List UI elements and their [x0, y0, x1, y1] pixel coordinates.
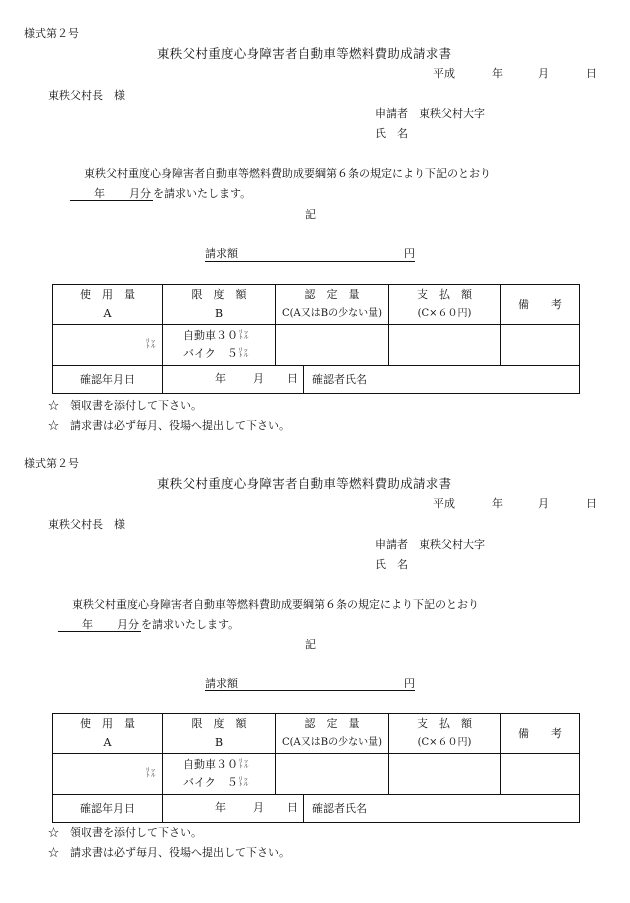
remarks-header: 備 考	[501, 714, 580, 754]
date-year: 年	[492, 67, 503, 80]
liter-unit: リッ トル	[238, 759, 250, 770]
confirmer-name-cell[interactable]	[304, 366, 580, 394]
form-title: 東秩父村重度心身障害者自動車等燃料費助成請求書	[157, 46, 452, 61]
table-value-row	[53, 754, 580, 795]
limit-car: 自動車３０リッ トル	[183, 758, 250, 771]
cert-header-sub: C(A又はBの少ない量)	[281, 308, 383, 319]
confirm-day: 日	[287, 372, 298, 385]
confirm-month: 月	[253, 372, 264, 385]
cert-cell[interactable]	[276, 754, 389, 795]
limit-cell	[163, 754, 276, 795]
remarks-cell[interactable]	[501, 325, 580, 366]
date-month: 月	[538, 67, 549, 80]
amount-unit: 円	[404, 677, 415, 690]
form-title: 東秩父村重度心身障害者自動車等燃料費助成請求書	[157, 476, 452, 491]
amount-label: 請求額	[205, 247, 238, 260]
liter-unit: リッ トル	[238, 330, 250, 341]
usage-cell[interactable]	[53, 325, 163, 366]
table-value-row	[53, 325, 580, 366]
date-year: 年	[492, 497, 503, 510]
liter-unit: リッ トル	[237, 348, 249, 359]
table-confirm-row	[53, 795, 580, 823]
limit-header-sub: B	[214, 736, 224, 749]
pay-header-label: 支 払 額	[417, 288, 472, 301]
pay-header	[389, 714, 501, 754]
amount-label: 請求額	[205, 677, 238, 690]
remarks-cell[interactable]	[501, 754, 580, 795]
claim-table	[52, 713, 580, 823]
date-month: 月	[538, 497, 549, 510]
date-day: 日	[586, 497, 597, 510]
confirm-day: 日	[287, 801, 298, 814]
form-number: 様式第２号	[24, 27, 79, 40]
limit-header-label: 限 度 額	[191, 288, 247, 301]
claim-table	[52, 284, 580, 394]
liter-unit: リッ トル	[237, 777, 249, 788]
addressee: 東秩父村長 様	[48, 518, 125, 531]
body-year: 年	[82, 618, 93, 631]
pay-header	[389, 285, 501, 325]
notes	[48, 823, 290, 863]
ki-heading: 記	[305, 638, 316, 651]
pay-header-sub: (C×６０円)	[417, 308, 472, 319]
usage-header-label: 使 用 量	[80, 717, 135, 730]
cert-header-sub: C(A又はBの少ない量)	[281, 737, 383, 748]
note-monthly: ☆ 請求書は必ず毎月、役場へ提出して下さい。	[48, 419, 290, 432]
date-day: 日	[586, 67, 597, 80]
confirm-year: 年	[215, 801, 226, 814]
limit-header	[163, 285, 276, 325]
limit-header-sub: B	[214, 307, 224, 320]
confirm-date-cell[interactable]	[163, 366, 304, 394]
cert-header	[276, 714, 389, 754]
remarks-header: 備 考	[501, 285, 580, 325]
confirmer-label: 確認者氏名	[312, 801, 367, 815]
confirm-month: 月	[253, 801, 264, 814]
claim-form-2	[0, 430, 630, 860]
usage-cell[interactable]	[53, 754, 163, 795]
limit-car: 自動車３０リッ トル	[183, 329, 250, 342]
table-confirm-row	[53, 366, 580, 394]
date-era: 平成	[433, 497, 455, 510]
note-monthly: ☆ 請求書は必ず毎月、役場へ提出して下さい。	[48, 846, 290, 859]
liter-unit: リッ トル	[144, 339, 156, 350]
applicant-address-label: 申請者 東秩父村大字	[375, 538, 485, 551]
confirm-year: 年	[215, 372, 226, 385]
cert-header	[276, 285, 389, 325]
amount-underline	[205, 261, 415, 262]
body-month-portion: 月分	[117, 618, 139, 631]
body-text-line2: を請求いたします。	[153, 187, 252, 200]
usage-header-label: 使 用 量	[80, 288, 135, 301]
pay-header-sub: (C×６０円)	[417, 737, 472, 748]
limit-bike: バイク ５リッ トル	[183, 347, 249, 360]
claim-form-1	[0, 0, 630, 430]
usage-header	[53, 714, 163, 754]
liter-unit: リッ トル	[144, 768, 156, 779]
table-header-row	[53, 285, 580, 325]
ki-heading: 記	[305, 208, 316, 221]
usage-header-sub: A	[103, 307, 112, 320]
confirm-date-label: 確認年月日	[53, 366, 163, 394]
limit-cell	[163, 325, 276, 366]
applicant-address-label: 申請者 東秩父村大字	[375, 107, 485, 120]
body-month-portion: 月分	[129, 187, 151, 200]
usage-header	[53, 285, 163, 325]
note-receipt: ☆ 領収書を添付して下さい。	[48, 826, 202, 839]
applicant-name-label: 氏 名	[375, 127, 408, 140]
cert-header-label: 認 定 量	[304, 717, 360, 730]
limit-header	[163, 714, 276, 754]
confirm-date-cell[interactable]	[163, 795, 304, 823]
limit-header-label: 限 度 額	[191, 717, 247, 730]
amount-unit: 円	[404, 247, 415, 260]
confirm-date-label: 確認年月日	[53, 795, 163, 823]
limit-bike: バイク ５リッ トル	[183, 776, 249, 789]
confirmer-label: 確認者氏名	[312, 372, 367, 386]
date-era: 平成	[433, 67, 455, 80]
pay-cell[interactable]	[389, 325, 501, 366]
note-receipt: ☆ 領収書を添付して下さい。	[48, 399, 202, 412]
usage-header-sub: A	[103, 736, 112, 749]
body-text-line2: を請求いたします。	[141, 618, 240, 631]
applicant-name-label: 氏 名	[375, 558, 408, 571]
body-year: 年	[94, 187, 105, 200]
pay-cell[interactable]	[389, 754, 501, 795]
cert-cell[interactable]	[276, 325, 389, 366]
table-header-row	[53, 714, 580, 754]
body-text-line1: 東秩父村重度心身障害者自動車等燃料費助成要綱第６条の規定により下記のとおり	[84, 167, 491, 180]
pay-header-label: 支 払 額	[417, 717, 472, 730]
addressee: 東秩父村長 様	[48, 89, 125, 102]
body-text-line1: 東秩父村重度心身障害者自動車等燃料費助成要綱第６条の規定により下記のとおり	[72, 598, 479, 611]
confirmer-name-cell[interactable]	[304, 795, 580, 823]
form-number: 様式第２号	[24, 457, 79, 470]
cert-header-label: 認 定 量	[304, 288, 360, 301]
